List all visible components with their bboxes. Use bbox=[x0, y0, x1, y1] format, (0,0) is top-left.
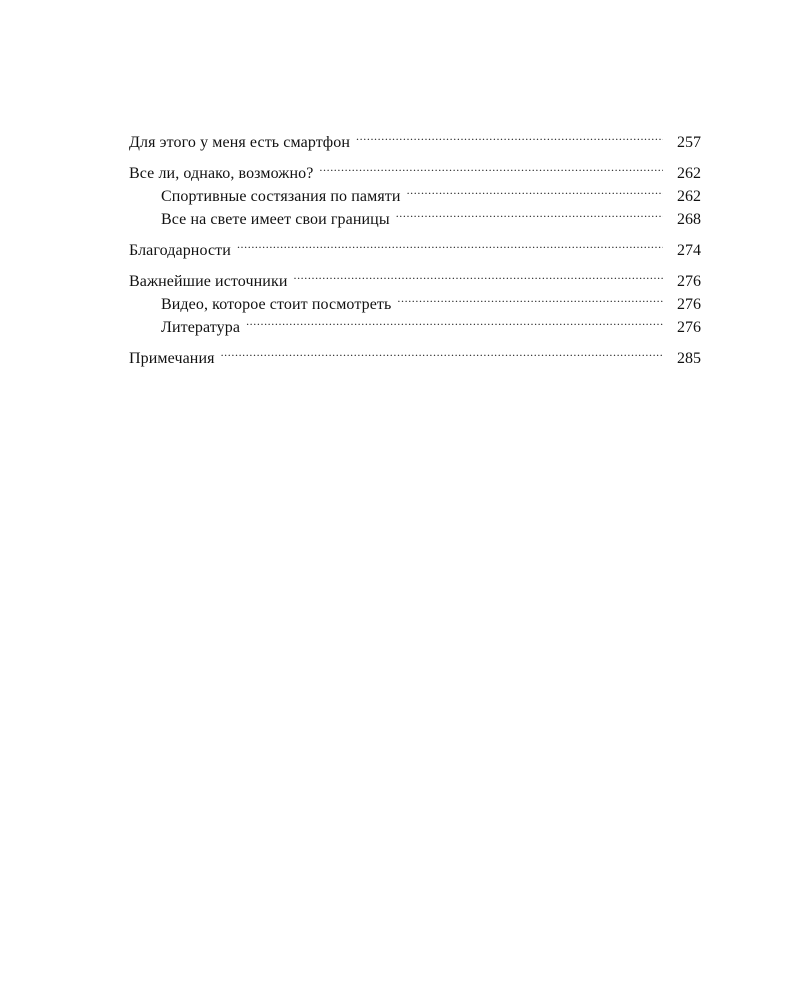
toc-entry-title: Видео, которое стоит посмотреть bbox=[161, 296, 392, 313]
toc-leader-dots bbox=[356, 124, 663, 147]
toc-leader-dots bbox=[293, 263, 663, 286]
toc-entry-page: 276 bbox=[677, 273, 701, 290]
toc-entry-page: 257 bbox=[677, 134, 701, 151]
toc-leader-dots bbox=[221, 340, 663, 363]
toc-entry-page: 276 bbox=[677, 296, 701, 313]
table-of-contents bbox=[129, 124, 701, 367]
toc-entry-title: Для этого у меня есть смартфон bbox=[129, 134, 351, 151]
toc-entry bbox=[129, 155, 701, 182]
toc-leader-dots bbox=[246, 309, 663, 332]
toc-entry-page: 276 bbox=[677, 319, 701, 336]
toc-entry-page: 262 bbox=[677, 165, 701, 182]
toc-entry-page: 285 bbox=[677, 350, 701, 367]
toc-entry-title: Литература bbox=[161, 319, 241, 336]
toc-entry bbox=[129, 263, 701, 290]
toc-entry-title: Примечания bbox=[129, 350, 215, 367]
toc-leader-dots bbox=[397, 286, 663, 309]
toc-leader-dots bbox=[319, 155, 663, 178]
toc-leader-dots bbox=[407, 178, 663, 201]
toc-entry bbox=[129, 124, 701, 151]
toc-entry-title: Все ли, однако, возможно? bbox=[129, 165, 314, 182]
toc-entry-page: 274 bbox=[677, 242, 701, 259]
toc-entry-title: Все на свете имеет свои границы bbox=[161, 211, 390, 228]
toc-leader-dots bbox=[396, 201, 663, 224]
toc-entry-title: Важнейшие источники bbox=[129, 273, 288, 290]
toc-leader-dots bbox=[237, 232, 663, 255]
toc-entry-title: Благодарности bbox=[129, 242, 231, 259]
toc-entry-page: 262 bbox=[677, 188, 701, 205]
toc-entry-title: Спортивные состязания по памяти bbox=[161, 188, 401, 205]
toc-entry bbox=[129, 340, 701, 367]
toc-entry-page: 268 bbox=[677, 211, 701, 228]
toc-entry bbox=[129, 232, 701, 259]
